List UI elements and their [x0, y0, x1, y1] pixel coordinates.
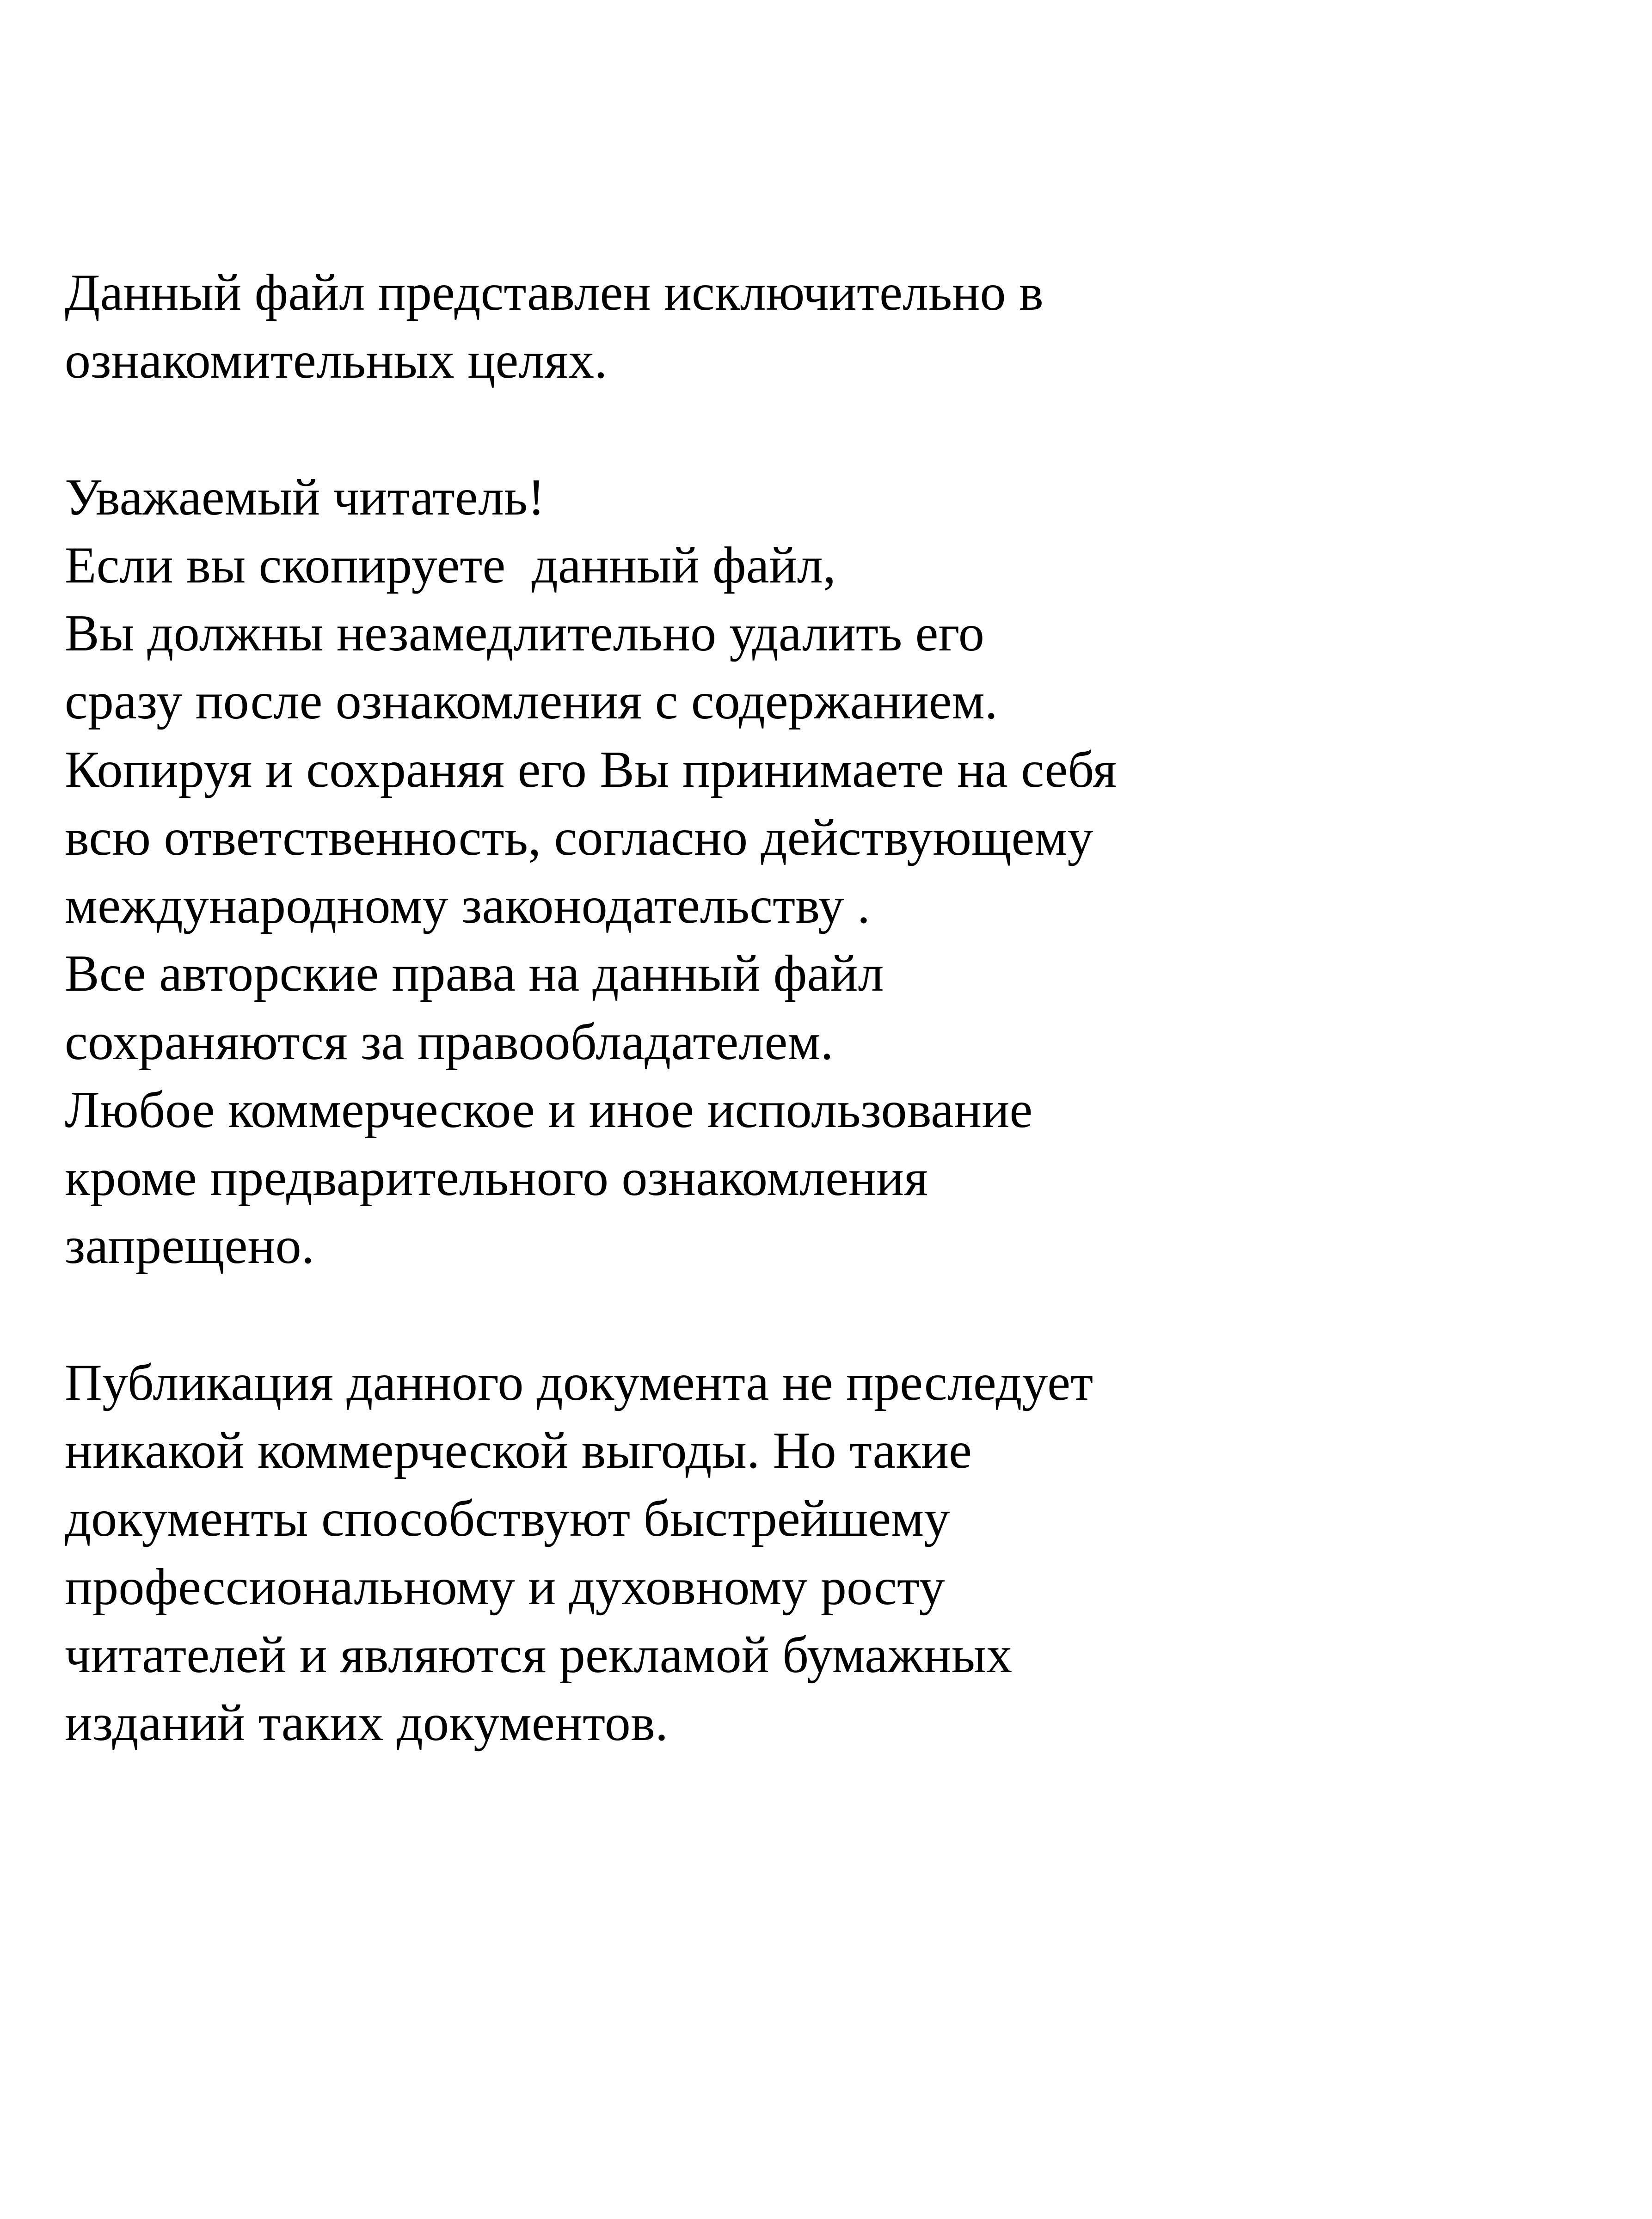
text-line: Все авторские права на данный файл [65, 945, 884, 1003]
text-line: международному законодательству . [65, 877, 871, 935]
text-line: никакой коммерческой выгоды. Но такие [65, 1422, 972, 1479]
text-line: Уважаемый читатель! [65, 468, 545, 526]
text-line: сохраняются за правообладателем. [65, 1013, 834, 1071]
text-line: Копируя и сохраняя его Вы принимаете на себя [65, 741, 1117, 798]
text-line: Вы должны незамедлительно удалить его [65, 605, 985, 662]
paragraph-spacer [65, 1281, 1572, 1349]
text-line: всю ответственность, согласно действующему [65, 809, 1093, 866]
text-line: кроме предварительного ознакомления [65, 1149, 928, 1207]
text-line: документы способствуют быстрейшему [65, 1490, 950, 1548]
text-line: сразу после ознакомления с содержанием. [65, 673, 998, 730]
paragraph-publication-note [65, 1349, 1572, 1758]
text-line: Если вы скопируете данный файл, [65, 536, 836, 594]
paragraph-disclaimer-intro [65, 259, 1572, 395]
text-line: читателей и являются рекламой бумажных [65, 1626, 1013, 1684]
text-line: изданий таких документов. [65, 1694, 669, 1752]
text-line: ознакомительных целях. [65, 332, 608, 390]
text-line: Публикация данного документа не преследует [65, 1354, 1093, 1411]
text-line: Данный файл представлен исключительно в [65, 264, 1044, 321]
document-text-body [65, 259, 1572, 1757]
text-line: Любое коммерческое и иное использование [65, 1081, 1033, 1139]
text-line: профессиональному и духовному росту [65, 1558, 945, 1616]
paragraph-reader-notice [65, 464, 1572, 1281]
text-line: запрещено. [65, 1217, 315, 1275]
paragraph-spacer [65, 395, 1572, 464]
